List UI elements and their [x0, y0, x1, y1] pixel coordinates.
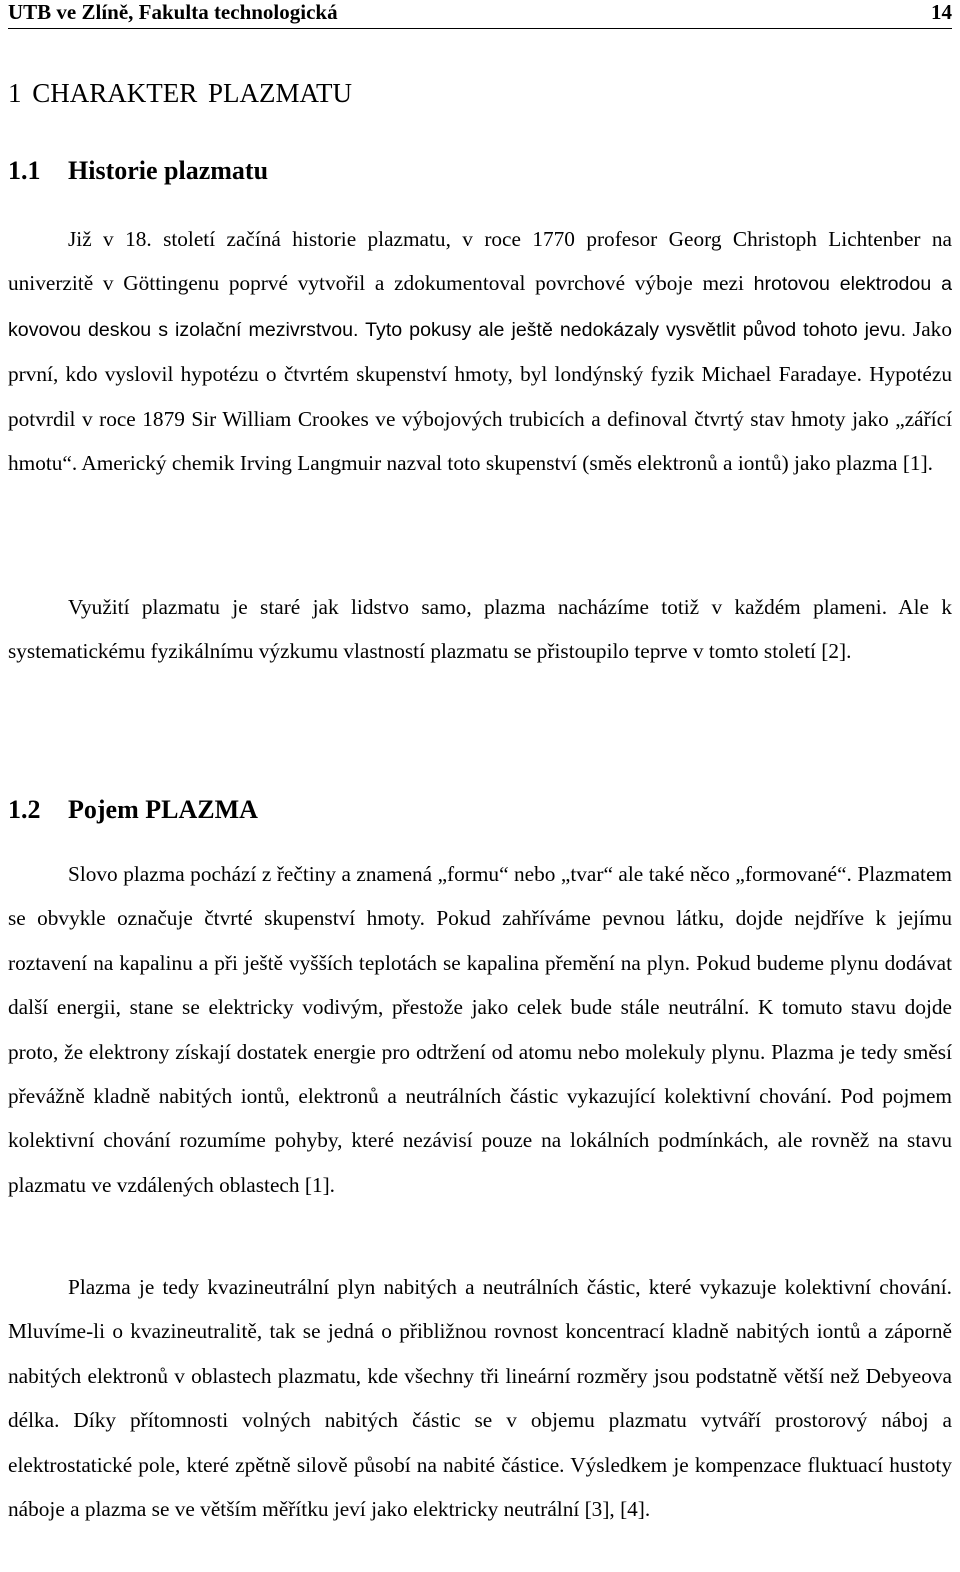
paragraph-pojem-1: Slovo plazma pochází z řečtiny a znamená „formu“ nebo „tvar“ ale také něco „formované“. Plazmatem se obvykle označuje čtvrté skupenství hmoty. Pokud zahříváme pevnou látku, dojde nejdříve k jejímu roztavení na kapalinu a při ještě vyšších teplotách se kapalina přemění na plyn. Pokud budeme plynu dodávat další energii, stane se elektricky vodivým, přestože jako celek bude stále neutrální. K tomuto stavu dojde proto, že elektrony získají dostatek energie pro odtržení od atomu nebo molekuly plynu. Plazma je tedy směsí převážně kladně nabitých iontů, elektronů a neutrálních částic vykazující kolektivní chování. Pod pojmem kolektivní chování rozumíme pohyby, které nezávisí pouze na lokálních podmínkách, ale rovněž na stavu plazmatu ve vzdálených oblastech [1].: [8, 862, 952, 1197]
paragraph-historie-2: Využití plazmatu je staré jak lidstvo samo, plazma nacházíme totiž v každém plameni. Ale k systematickému fyzikálnímu výzkumu vlastností plazmatu se přistoupilo teprve v tomto století [2].: [8, 595, 952, 664]
section-title: Historie plazmatu: [68, 156, 269, 185]
paragraph-text-sans-part: hrotovou elektrodou a kovovou deskou s izolační mezivrstvou. Tyto pokusy ale ještě nedokázaly vysvětlit původ tohoto jevu.: [8, 273, 952, 341]
page-header: [8, 0, 952, 29]
paragraph-historie-1: [8, 217, 952, 485]
paragraph-text-part: Jako první, kdo vyslovil hypotézu o čtvrtém skupenství hmoty, byl londýnský fyzik Michael Faradaye. Hypotézu potvrdil v roce 1879 Sir William Crookes ve výbojových trubicích a definoval čtvrtý stav hmoty jako „zářící hmotu“. Americký chemik Irving Langmuir nazval toto skupenství (směs elektronů a iontů) jako plazma [1].: [8, 316, 952, 476]
header-title: UTB ve Zlíně, Fakulta technologická: [8, 0, 338, 24]
section-heading-historie: [8, 156, 268, 186]
section-number: 1.1: [8, 156, 41, 185]
section-title: Pojem PLAZMA: [68, 795, 258, 824]
paragraph-pojem-2: Plazma je tedy kvazineutrální plyn nabitých a neutrálních částic, které vykazuje kolektivní chování. Mluvíme-li o kvazineutralitě, tak se jedná o přibližnou rovnost koncentrací kladně nabitých iontů a záporně nabitých elektronů v oblastech plazmatu, kde všechny tři lineární rozměry jsou podstatně větší než Debyeova délka. Díky přítomnosti volných nabitých částic se v objemu plazmatu vytváří prostorový náboj a elektrostatické pole, které zpětně silově působí na nabité částice. Výsledkem je kompenzace fluktuací hustoty náboje a plazma se ve větším měřítku jeví jako elektricky neutrální [3], [4].: [8, 1275, 952, 1522]
chapter-title: 1 CHARAKTER PLAZMATU: [8, 78, 353, 108]
page-number: 14: [931, 0, 952, 24]
paragraph-text-part: Již v 18. století začíná historie plazmatu, v roce 1770 profesor Georg Christoph Lichtenber na univerzitě v Göttingenu poprvé vytvořil a zdokumentoval povrchové výboje mezi: [8, 227, 952, 296]
section-heading-pojem: [8, 795, 258, 825]
section-number: 1.2: [8, 795, 41, 824]
